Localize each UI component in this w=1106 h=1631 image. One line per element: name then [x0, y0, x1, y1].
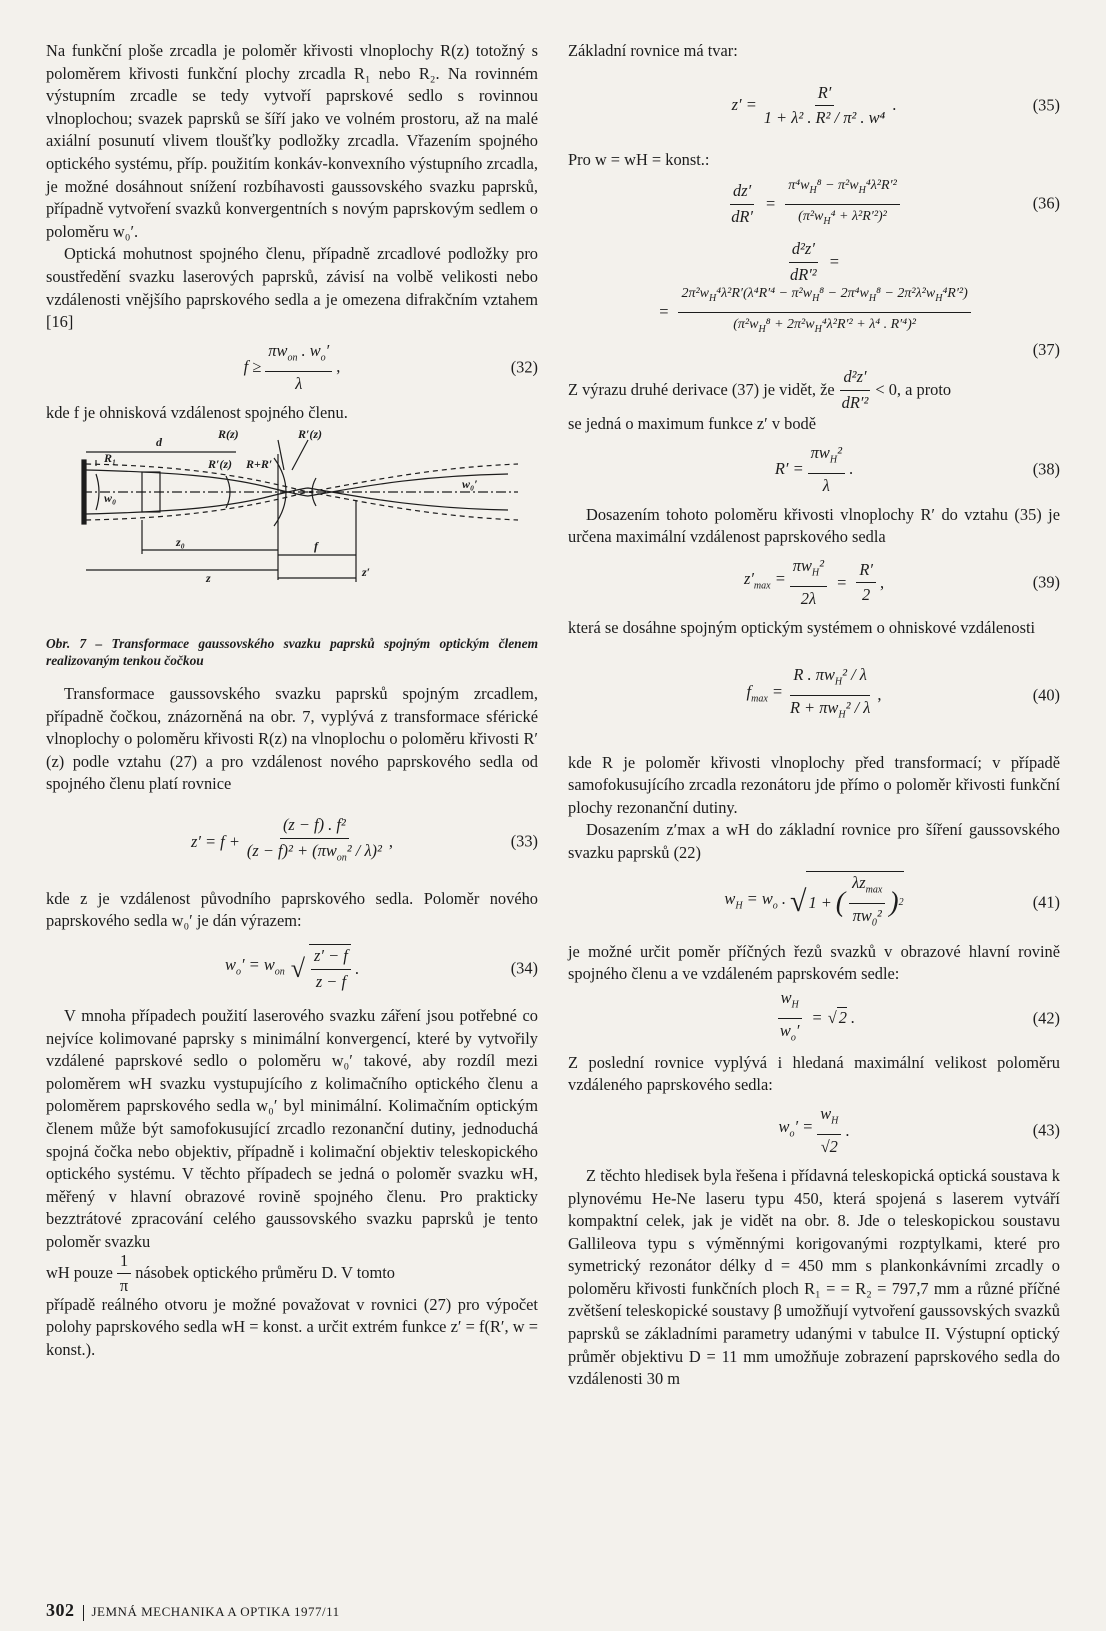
label-rr: R+R′	[246, 457, 273, 472]
equation-number: (37)	[1032, 339, 1060, 359]
label-rz: R(z)	[218, 430, 239, 442]
paragraph: V mnoha případech použití laserového svazku záření jsou potřebné co nejvíce kolimované paprsky s minimální konvergencí, které by vytvořily vzdálené paprskové sedlo o poloměru w₀′ takové, aby rozdíl mezi poloměrem wH svazku vystupujícího z kolimačního optického členu a poloměrem paprskového sedla w₀′ byl minimální. Kolimačním optickým členem může být samofokusující zrcadlo rezonanční dutiny, jednoduchá spojná čočka nebo objektiv, případně i kolimační objektiv teleskopického optického systému. V těchto případech se jedná o poloměr svazku wH, měřený v hlavní obrazové rovině spojného členu. Pro prakticky bezztrátové zpracování celého gaussovského svazku paprsků je tento poloměr svazku	[46, 1006, 538, 1251]
equation-39: $z'_{max}$ = $\frac{\pi w_H^2}{2\lambda}$ = $\frac{R'}{2}$ , (39)	[743, 556, 1060, 609]
equation-37: $\frac{\text{d²z′}}{\text{dR′²}}$ = = $\frac{2\pi^2w_H^4\lambda^2R'(\lambda^4R'^4 - \pi^2w_H^8 - 2\pi^4w_H^8 - 2\pi^2\lambda^2w_H^4R'^2)}{(\pi^2w_H^8 + 2\pi^2w_H^4\lambda^2R'^2 + \lambda^4 . R'^4)^2}$ (37)	[568, 237, 1060, 361]
paragraph: Z těchto hledisek byla řešena i přídavná teleskopická optická soustava k plynovému He-Ne laseru typu 450, která spojená s laserem vytváří kompaktní celek, jak je vidět na obr. 8. Jde o teleskopickou soustavu Gallileova typu s výměnnými korigovanými rozptylkami, které pro symetrický rezonátor délky d = 450 mm s plankonkávními zrcadly o poloměru křivosti funkčních ploch R₁ = = R₂ = 797,7 mm a různé příčné zvětšení teleskopické soustavy β umožňují vytvoření gaussovských svazků paprsků se základními parametry udanými v tabulce II. Výstupní optický průměr objektivu D = 11 mm umožňuje zobrazení paprskového sedla do vzdálenosti 30 m	[568, 1165, 1060, 1389]
label-zp: z′	[362, 565, 371, 580]
inline-formula-line: wH pouze $\frac{1}{\pi}$ násobek optického průměru D. V tomto	[46, 1250, 395, 1296]
equation-36: $\frac{dz'}{dR'}$ = $\frac{\pi^4w_H^8 - \pi^2w_H^4\lambda^2R'^2}{(\pi^2w_H^4 + \lambda^2R'^2)^2}$ (36)	[568, 177, 1060, 231]
text: násobek optického průměru D. V tomto	[135, 1263, 395, 1283]
paragraph: se jedná o maximum funkce z′ v bodě	[568, 414, 817, 434]
label-r1: R₁	[104, 451, 117, 466]
inline-formula-line: Z výrazu druhé derivace (37) je vidět, že $\frac{\text{d²z′}}{\text{dR′²}}$ < 0, a proto	[568, 367, 952, 412]
paragraph: Pro w = wH = konst.:	[568, 149, 710, 169]
equation-33: z′ = f + $\frac{\text{(z − f) . f²}}{(z - f)^2 + (\pi w_{on}^2 / \lambda)^2}$ , (33)	[190, 815, 538, 864]
equation-number: (34)	[510, 958, 538, 978]
paragraph: je možné určit poměr příčných řezů svazků v obrazové hlavní rovině spojného členu a ve vzdáleném paprskovém sedle:	[568, 941, 1060, 984]
equation-number: (42)	[1032, 1008, 1060, 1028]
equation-number: (33)	[510, 831, 538, 851]
label-f: f	[314, 539, 318, 554]
label-w0p: w₀′	[462, 477, 478, 492]
equation-number: (36)	[1032, 193, 1060, 213]
text: Z výrazu druhé derivace (37) je vidět, že	[568, 379, 835, 399]
paragraph: Z poslední rovnice vyplývá i hledaná maximální velikost poloměru vzdáleného paprskového sedla:	[568, 1052, 1060, 1095]
text: wH pouze	[46, 1263, 113, 1283]
paragraph: kde R je poloměr křivosti vlnoplochy před transformací; v případě samofokusujícího zrcadla rezonátoru jde přímo o poloměr křivosti funkční plochy rezonanční dutiny.	[568, 752, 1060, 817]
label-z: z	[206, 571, 211, 586]
equation-35: z′ = $\frac{R'}{\text{1 + λ² . R² / π² . w⁴}}$ . (35)	[731, 82, 1060, 128]
beam-transformation-figure	[46, 430, 538, 620]
paragraph: kde z je vzdálenost původního paprskového sedla. Poloměr nového paprskového sedla w₀′ je dán výrazem:	[46, 888, 538, 931]
equation-number: (40)	[1032, 685, 1060, 705]
equation-41: $w_H = w_o$ . √ 1 + ( $\frac{\lambda z_{max}}{\pi w_0^2}$ ) 2 (41)	[568, 871, 1060, 935]
label-d: d	[156, 435, 162, 450]
left-column	[46, 40, 538, 1361]
paragraph: Optická mohutnost spojného členu, případně zrcadlové podložky pro soustředění svazku laserových paprsků, závisí na volbě velikosti nebo vzdálenosti vnějšího paprskového sedla a je omezena difrakčním vztahem [16]	[46, 244, 538, 332]
equation-34: $w_o' = w_{on}$ √ $\frac{z' - f}{z - f}$ . (34)	[46, 939, 538, 999]
equation-number: (39)	[1032, 572, 1060, 592]
right-column	[568, 40, 1060, 1391]
figure-caption: Obr. 7 – Transformace gaussovského svazku paprsků spojným optickým členem realizovaným tenkou čočkou	[46, 635, 538, 668]
equation-32: f ≥ $\frac{\pi w_{on} . w_o'}{\lambda}$ , (32)	[243, 340, 538, 393]
paragraph: Transformace gaussovského svazku paprsků spojným zrcadlem, případně čočkou, znázorněná na obr. 7, vyplývá z transformace sférické vlnoplochy o poloměru křivosti R(z) na vlnoplochu o poloměru křivosti R′(z) podle vztahu (27) a pro vzdálenost nového paprskového sedla od spojného členu platí rovnice	[46, 683, 538, 794]
label-rz2: R′(z)	[298, 430, 323, 442]
paragraph: která se dosáhne spojným optickým systémem o ohniskové vzdálenosti	[568, 617, 1036, 637]
paragraph: kde f je ohnisková vzdálenost spojného členu.	[46, 402, 348, 422]
paragraph: Základní rovnice má tvar:	[568, 41, 738, 60]
paragraph: Dosazením tohoto poloměru křivosti vlnoplochy R′ do vztahu (35) je určena maximální vzdálenost paprskového sedla	[568, 504, 1060, 547]
equation-number: (43)	[1032, 1120, 1060, 1140]
equation-42: $\frac{w_H}{w_o'}$ = √ 2 . (42)	[568, 992, 1060, 1046]
label-w0: w₀	[104, 491, 117, 506]
page-footer	[46, 1600, 340, 1621]
paragraph: Na funkční ploše zrcadla je poloměr křivosti vlnoplochy R(z) totožný s poloměrem křivosti funkční plochy zrcadla R₁ nebo R₂. Na rovinném výstupním zrcadle se tedy vytvoří paprskové sedlo s rovinnou vlnoplochou; svazek paprsků se šíří jako ve volném prostoru, až na malé axiální posunutí vlivem tloušťky podložky zrcadla. Vřazením spojného optického systému, příp. použitím konkáv-konvexního výstupního zrcadla, je možné dosáhnout snížení rozbíhavosti gaussovského svazku paprsků, případně vytvoření svazků konvergentních s novým paprskovým sedlem o poloměru w₀′.	[46, 41, 538, 241]
footer-divider	[83, 1605, 84, 1621]
paragraph: případě reálného otvoru je možné považovat v rovnici (27) pro výpočet polohy paprskového sedla wH = konst. a určit extrém funkce z′ = f(R′, w = konst.).	[46, 1294, 538, 1359]
equation-number: (35)	[1032, 95, 1060, 115]
equation-40: $f_{max}$ = $\frac{R . \pi w_H^2 / \lambda}{R + \pi w_H^2 / \lambda}$ , (40)	[746, 665, 1060, 721]
equation-number: (38)	[1032, 459, 1060, 479]
paragraph: Dosazením z′max a wH do základní rovnice pro šíření gaussovského svazku paprsků (22)	[568, 820, 1060, 862]
label-r1b: R′(z)	[208, 457, 233, 472]
label-z0: z₀	[176, 535, 185, 550]
page-number: 302	[46, 1600, 75, 1620]
equation-38: R′ = $\frac{\pi w_H^2}{\lambda}$ . (38)	[774, 443, 1060, 495]
equation-number: (41)	[1032, 892, 1060, 912]
journal-name: JEMNÁ MECHANIKA A OPTIKA 1977/11	[91, 1604, 340, 1619]
equation-43: $w_o'$ = $\frac{w_H}{√2}$ . (43)	[778, 1104, 1060, 1157]
text: < 0, a proto	[875, 379, 952, 399]
equation-number: (32)	[510, 357, 538, 377]
